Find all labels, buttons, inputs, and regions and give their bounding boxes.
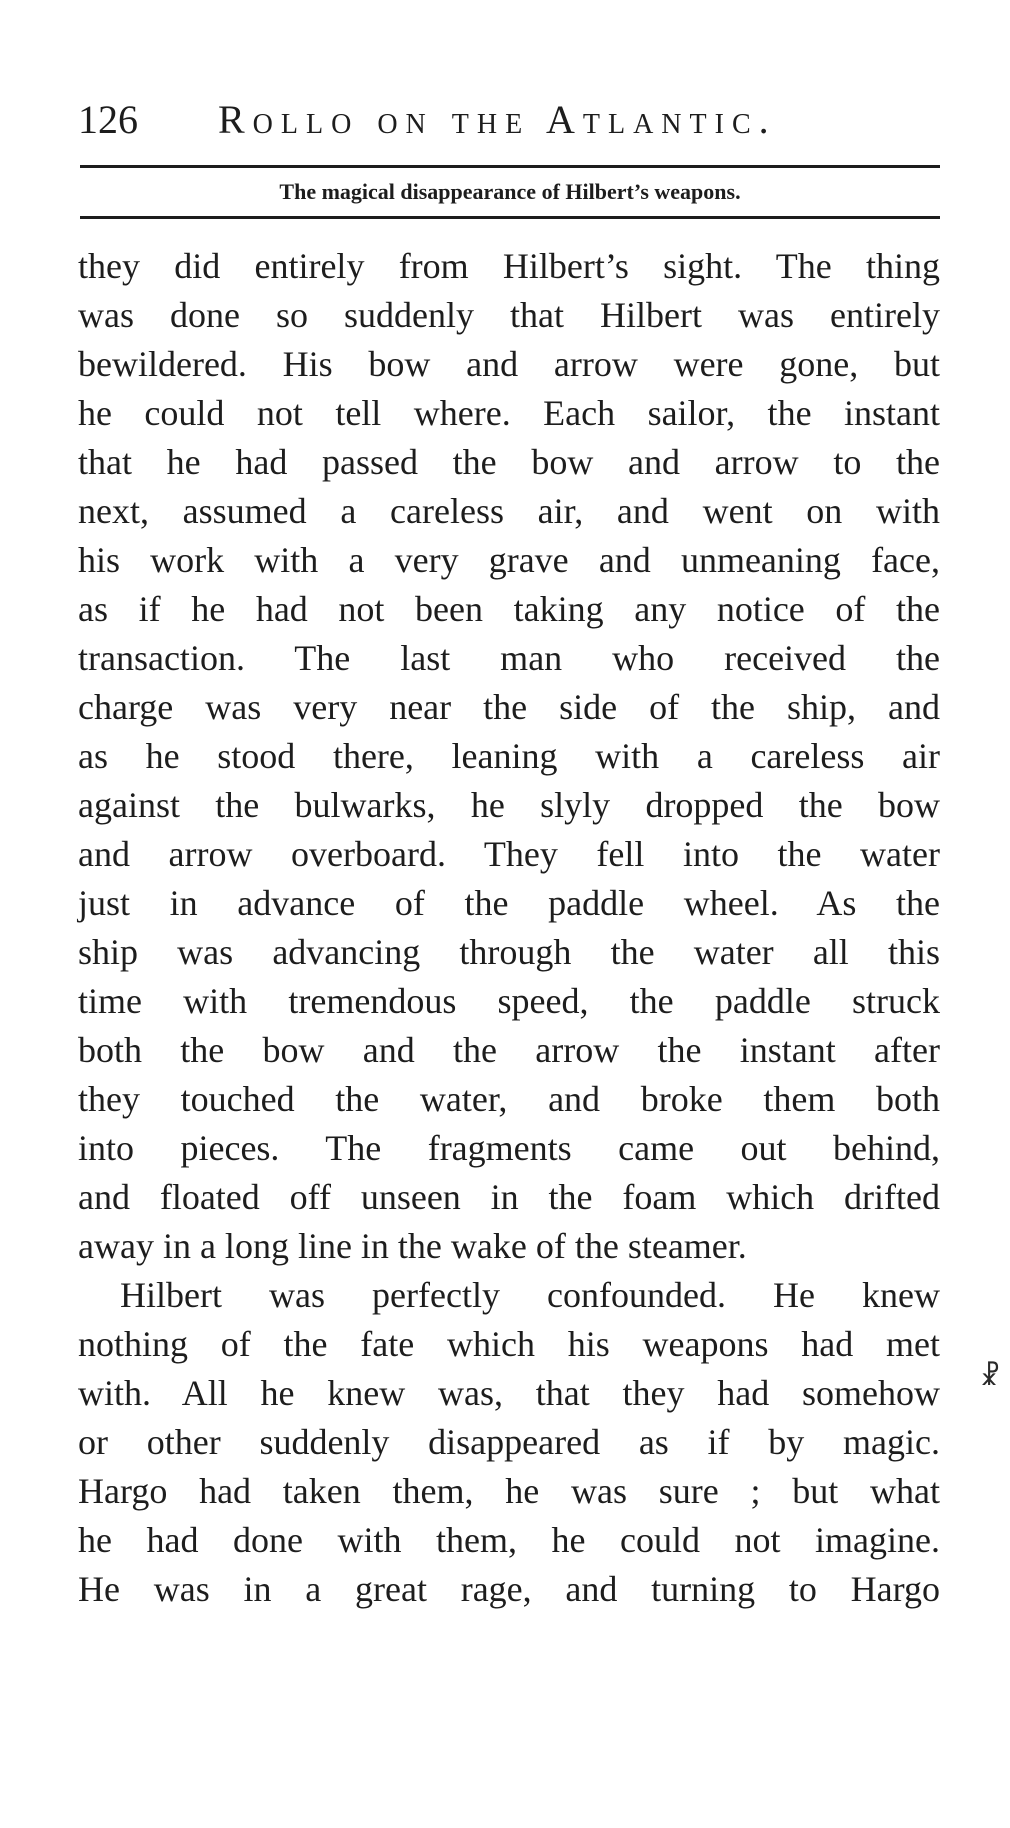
text-line: was done so suddenly that Hilbert was entirely: [78, 295, 940, 335]
text-line: he had done with them, he could not imagine.: [78, 1520, 940, 1560]
text-line: with. All he knew was, that they had somehow: [78, 1373, 940, 1413]
text-line: his work with a very grave and unmeaning face,: [78, 540, 940, 580]
text-line: bewildered. His bow and arrow were gone, but: [78, 344, 940, 384]
text-line: just in advance of the paddle wheel. As the: [78, 883, 940, 923]
text-line: as he stood there, leaning with a careless air: [78, 736, 940, 776]
text-line: Hilbert was perfectly confounded. He knew: [120, 1275, 940, 1315]
text-line: He was in a great rage, and turning to Hargo: [78, 1569, 940, 1609]
text-line: they touched the water, and broke them both: [78, 1079, 940, 1119]
text-line: he could not tell where. Each sailor, the instant: [78, 393, 940, 433]
text-line: Hargo had taken them, he was sure ; but what: [78, 1471, 940, 1511]
text-line: into pieces. The fragments came out behind,: [78, 1128, 940, 1168]
text-line: ship was advancing through the water all this: [78, 932, 940, 972]
text-line: next, assumed a careless air, and went on with: [78, 491, 940, 531]
text-line: charge was very near the side of the ship, and: [78, 687, 940, 727]
margin-mark: ☧: [980, 1362, 1001, 1392]
body-text: [78, 242, 940, 1614]
header-rule-top: [80, 165, 940, 168]
text-line: transaction. The last man who received the: [78, 638, 940, 678]
text-line: nothing of the fate which his weapons had met: [78, 1324, 940, 1364]
text-line: time with tremendous speed, the paddle struck: [78, 981, 940, 1021]
text-line: as if he had not been taking any notice of the: [78, 589, 940, 629]
text-line: they did entirely from Hilbert’s sight. The thing: [78, 246, 940, 286]
text-line: that he had passed the bow and arrow to the: [78, 442, 940, 482]
book-title: Rollo on the Atlantic.: [218, 97, 777, 142]
page-number: 126: [78, 97, 138, 142]
running-head: [78, 92, 938, 148]
text-line: and floated off unseen in the foam which drifted: [78, 1177, 940, 1217]
text-line: and arrow overboard. They fell into the water: [78, 834, 940, 874]
text-line: or other suddenly disappeared as if by magic.: [78, 1422, 940, 1462]
text-line: away in a long line in the wake of the steamer.: [78, 1226, 747, 1266]
header-rule-bottom: [80, 216, 940, 219]
text-line: both the bow and the arrow the instant after: [78, 1030, 940, 1070]
text-line: against the bulwarks, he slyly dropped the bow: [78, 785, 940, 825]
section-subtitle: The magical disappearance of Hilbert’s weapons.: [279, 179, 741, 204]
